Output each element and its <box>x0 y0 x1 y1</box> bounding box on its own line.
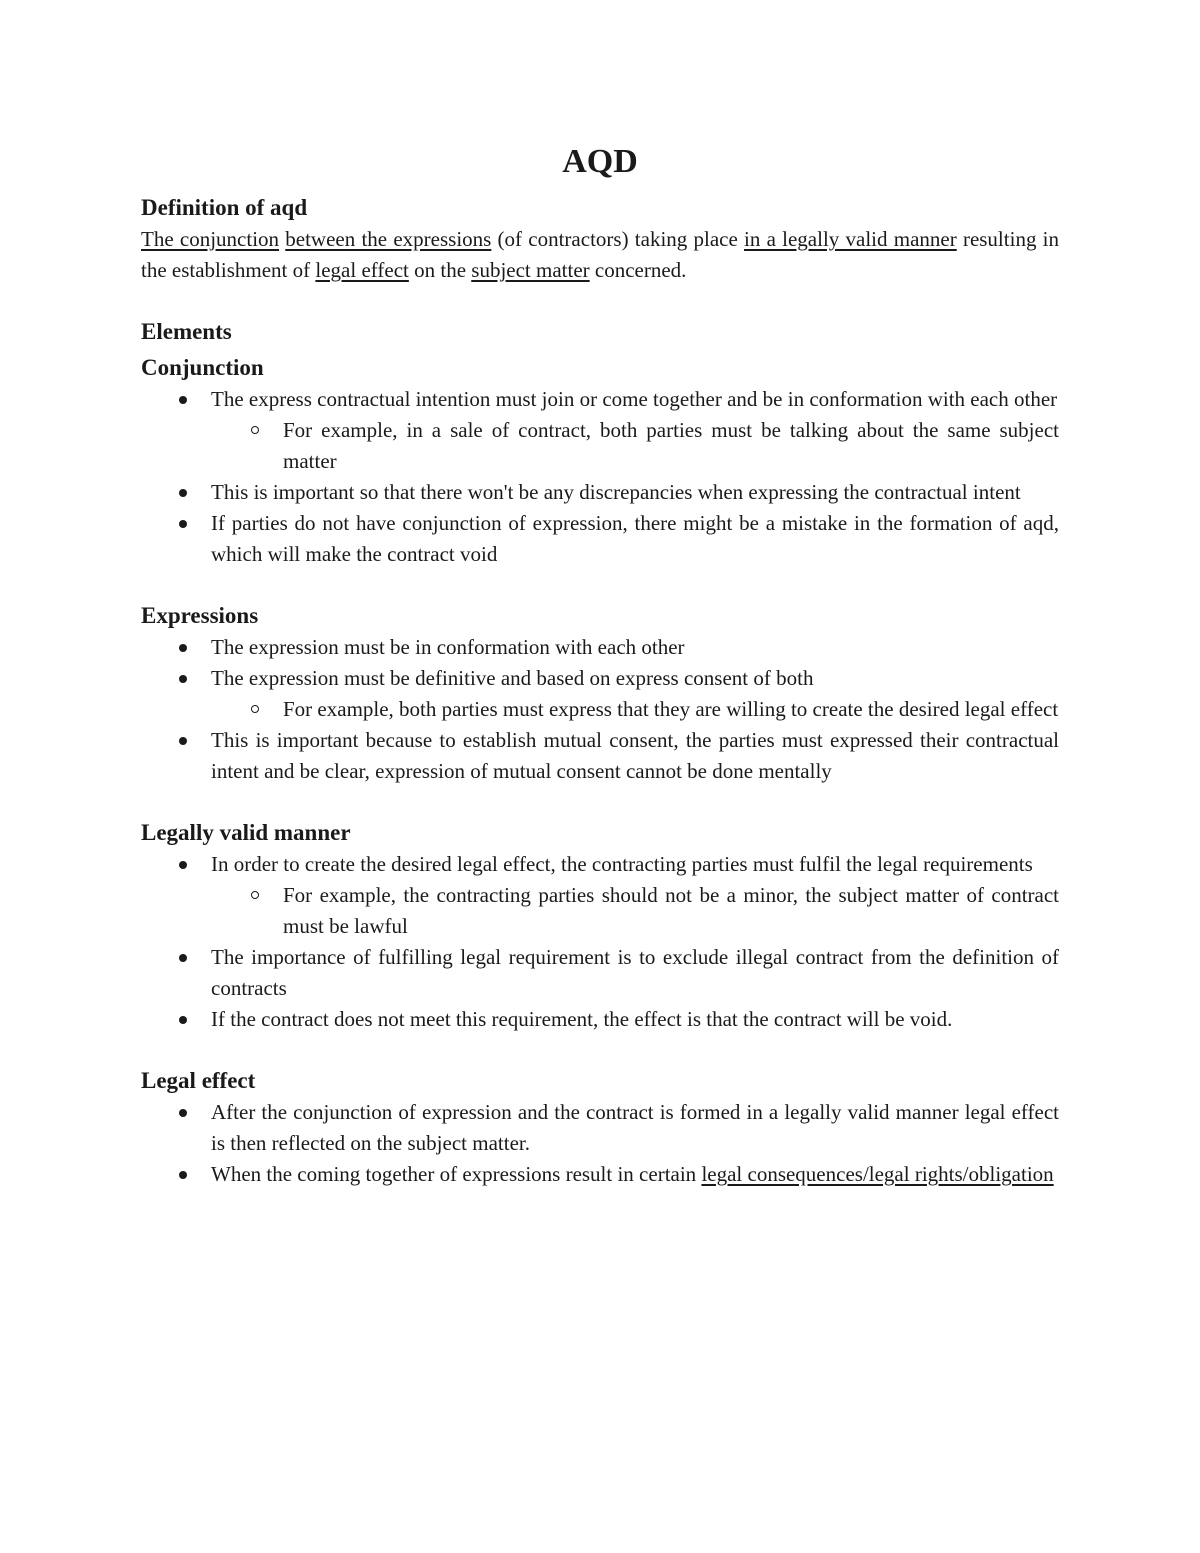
underlined-term: The conjunction <box>141 227 280 251</box>
underlined-term: subject matter <box>471 258 590 282</box>
list-item: The importance of fulfilling legal requirement is to exclude illegal contract from the definition of contracts <box>141 942 1059 1004</box>
list-item: The expression must be in conformation with each other <box>141 632 1059 663</box>
list-item: In order to create the desired legal effect, the contracting parties must fulfil the legal requirements <box>141 849 1059 880</box>
document-content <box>141 142 1059 1190</box>
list-item: If parties do not have conjunction of expression, there might be a mistake in the formation of aqd, which will make the contract void <box>141 508 1059 570</box>
list-item: This is important so that there won't be any discrepancies when expressing the contractual intent <box>141 477 1059 508</box>
conjunction-heading: Conjunction <box>141 355 264 380</box>
list-item: After the conjunction of expression and the contract is formed in a legally valid manner legal effect is then reflected on the subject matter. <box>141 1097 1059 1159</box>
sub-list-item: For example, both parties must express that they are willing to create the desired legal effect <box>141 694 1059 725</box>
sub-list-item: For example, in a sale of contract, both parties must be talking about the same subject matter <box>141 415 1059 477</box>
legally-valid-list <box>141 849 1059 1035</box>
list-item: The express contractual intention must join or come together and be in conformation with each other <box>141 384 1059 415</box>
conjunction-list <box>141 384 1059 570</box>
elements-heading: Elements <box>141 319 232 344</box>
list-item: When the coming together of expressions result in certain legal consequences/legal rights/obligation <box>141 1159 1059 1190</box>
legally-valid-heading: Legally valid manner <box>141 820 351 845</box>
document-title: AQD <box>562 143 638 180</box>
underlined-term: between the expressions <box>285 227 492 251</box>
definition-paragraph: The conjunction between the expressions (of contractors) taking place in a legally valid manner resulting in the establishment of legal effect on the subject matter concerned. <box>141 227 1060 282</box>
list-item: This is important because to establish mutual consent, the parties must expressed their contractual intent and be clear, expression of mutual consent cannot be done mentally <box>141 725 1059 787</box>
definition-heading: Definition of aqd <box>141 195 308 220</box>
legal-effect-heading: Legal effect <box>141 1068 256 1093</box>
sub-list-item: For example, the contracting parties should not be a minor, the subject matter of contract must be lawful <box>141 880 1059 942</box>
legal-effect-list <box>141 1097 1059 1190</box>
underlined-term: in a legally valid manner <box>744 227 957 251</box>
expressions-list <box>141 632 1059 787</box>
expressions-heading: Expressions <box>141 603 259 628</box>
list-item: The expression must be definitive and based on express consent of both <box>141 663 1059 694</box>
underlined-term: legal effect <box>315 258 409 282</box>
underlined-term: legal consequences/legal rights/obligation <box>701 1162 1054 1186</box>
list-item: If the contract does not meet this requirement, the effect is that the contract will be void. <box>141 1004 1059 1035</box>
